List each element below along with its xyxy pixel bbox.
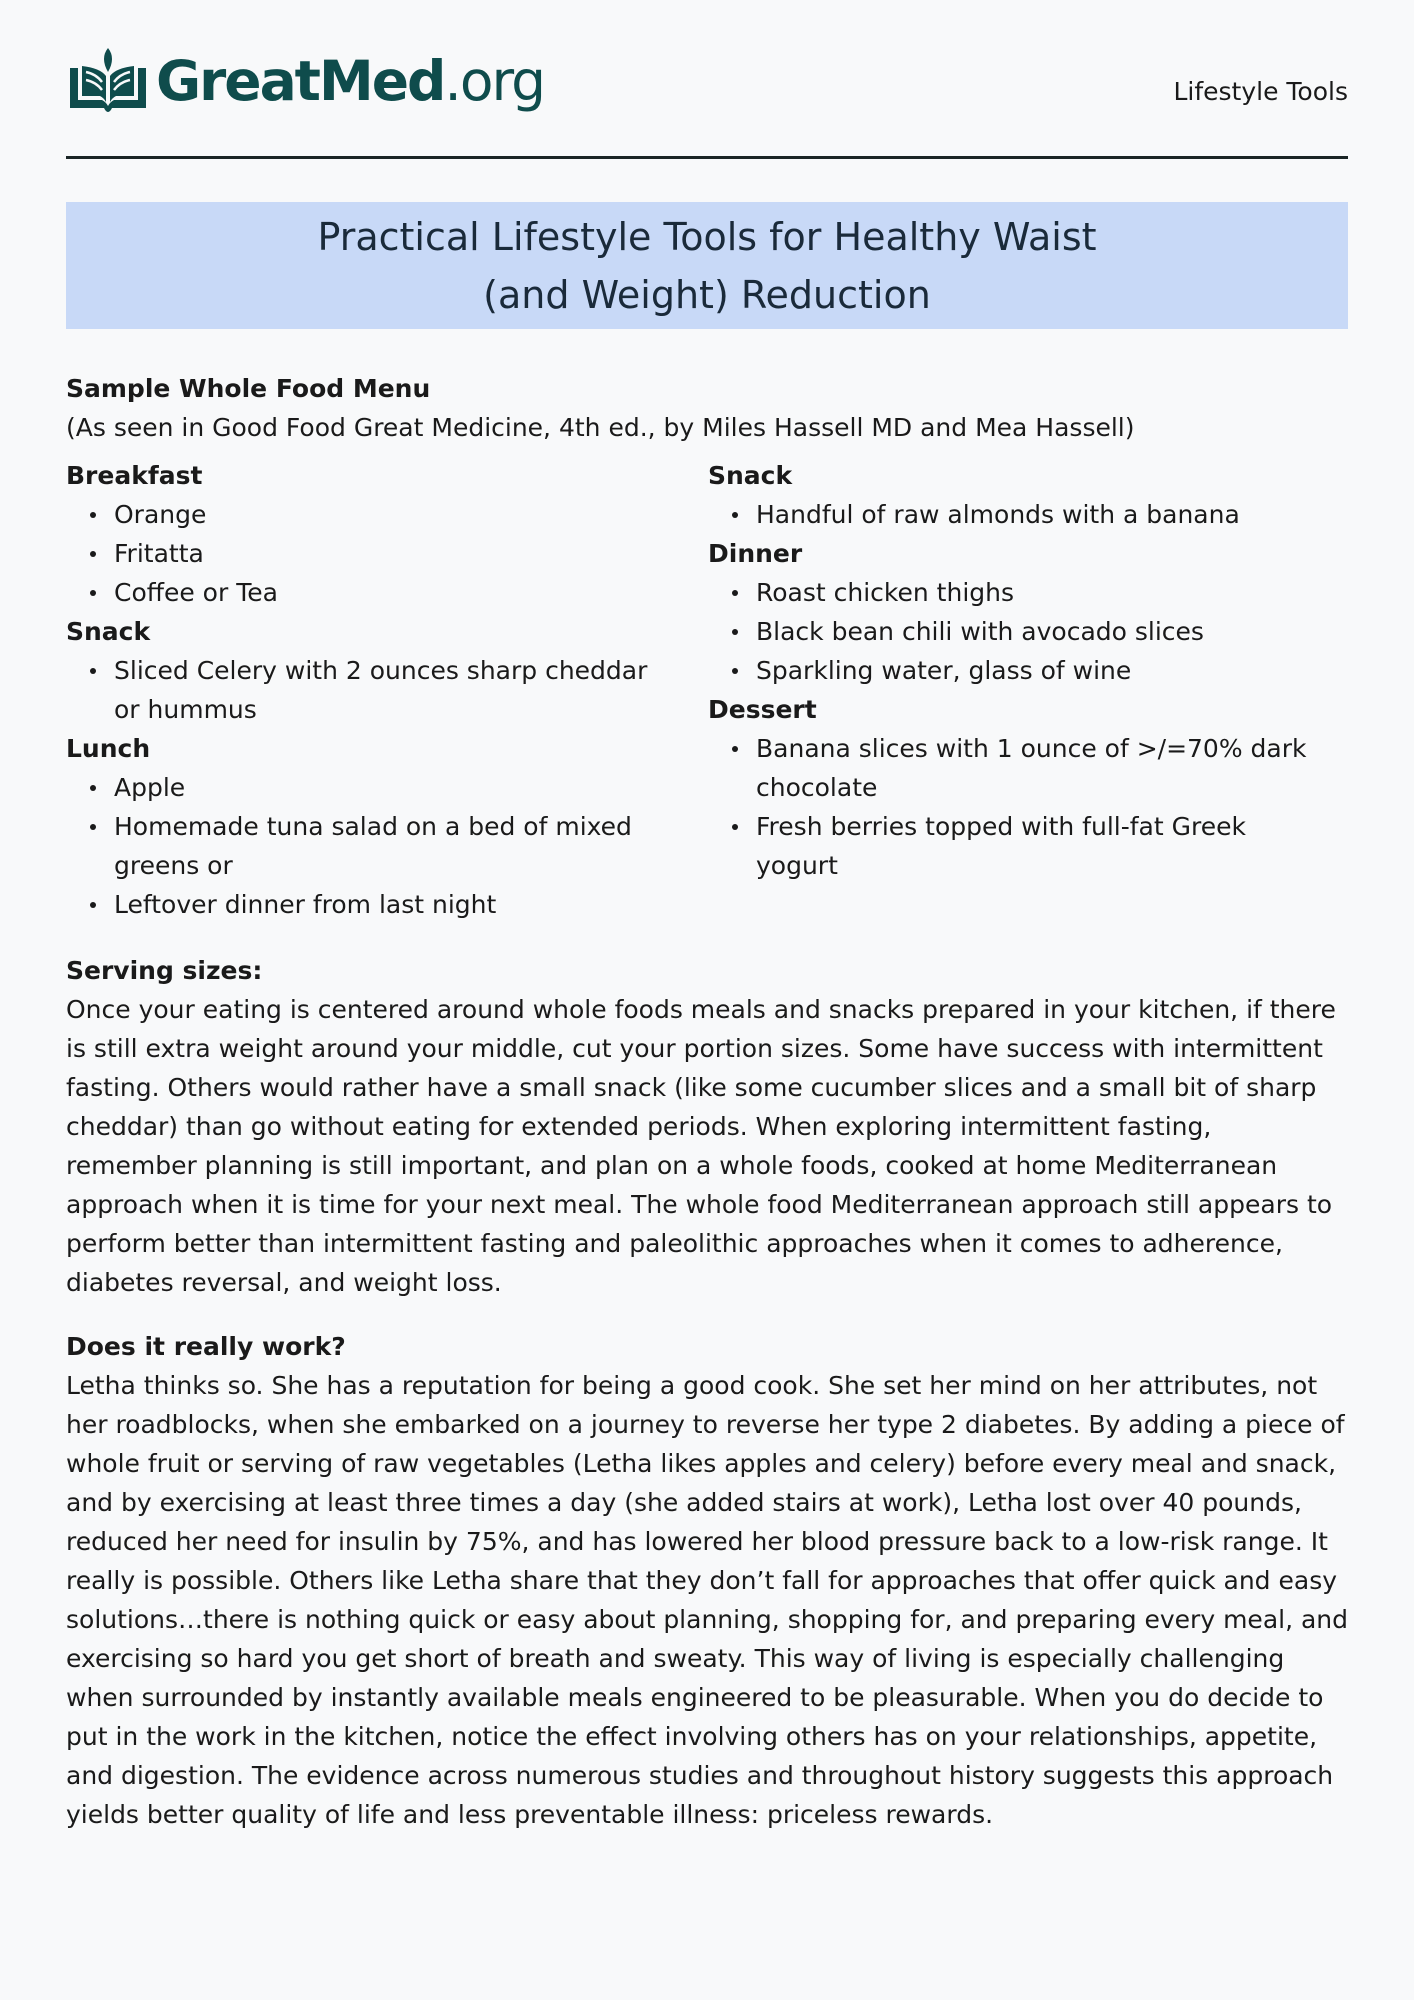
page-title-line-1: Practical Lifestyle Tools for Healthy Waist bbox=[317, 214, 1097, 259]
meal-title: Breakfast bbox=[66, 461, 203, 490]
list-item: Handful of raw almonds with a banana bbox=[756, 495, 1316, 534]
meal-group bbox=[708, 456, 1348, 534]
meal-group bbox=[66, 456, 708, 612]
meal-title: Dinner bbox=[708, 539, 803, 568]
list-item: Roast chicken thighs bbox=[756, 573, 1316, 612]
meal-items bbox=[708, 729, 1348, 885]
header-section-link[interactable]: Lifestyle Tools bbox=[1173, 77, 1348, 106]
meal-title: Lunch bbox=[66, 734, 151, 763]
serving-sizes-section bbox=[66, 951, 1348, 1302]
list-item: Sparkling water, glass of wine bbox=[756, 651, 1316, 690]
list-item: Fritatta bbox=[114, 534, 674, 573]
menu-intro bbox=[66, 369, 1348, 447]
menu-column-left bbox=[66, 456, 708, 924]
meal-group bbox=[66, 612, 708, 729]
menu-columns bbox=[66, 456, 1348, 924]
meal-items bbox=[66, 651, 708, 729]
page-title-line-2: (and Weight) Reduction bbox=[483, 272, 931, 317]
logo-wordmark-tld: .org bbox=[444, 49, 545, 113]
title-banner bbox=[66, 202, 1348, 329]
site-logo[interactable] bbox=[66, 46, 544, 116]
meal-title: Snack bbox=[708, 461, 793, 490]
logo-wordmark-main: GreatMed bbox=[156, 49, 445, 113]
meal-items bbox=[708, 495, 1348, 534]
document-page bbox=[66, 0, 1349, 1829]
menu-source: (As seen in Good Food Great Medicine, 4th ed., by Miles Hassell MD and Mea Hassell) bbox=[66, 413, 1135, 442]
logo-wordmark bbox=[156, 51, 544, 111]
site-header bbox=[66, 0, 1348, 160]
list-item: Sliced Celery with 2 ounces sharp cheddar or hummus bbox=[114, 651, 674, 729]
menu-heading: Sample Whole Food Menu bbox=[66, 374, 431, 403]
list-item: Orange bbox=[114, 495, 674, 534]
list-item: Coffee or Tea bbox=[114, 573, 674, 612]
meal-group bbox=[708, 690, 1348, 885]
serving-sizes-paragraph: Once your eating is centered around whole foods meals and snacks prepared in your kitchen, if there is still extra weight around your middle, cut your portion sizes. Some have success with intermittent fasting. Others would rather have a small snack (like some cucumber slices and a small bit of sharp cheddar) than go without eating for extended periods. When exploring intermittent fasting, remember planning is still important, and plan on a whole foods, cooked at home Mediterranean approach when it is time for your next meal. The whole food Mediterranean approach still appears to perform better than intermittent fasting and paleolithic approaches when it comes to adherence, diabetes reversal, and weight loss. bbox=[66, 995, 1336, 1297]
list-item: Fresh berries topped with full-fat Greek yogurt bbox=[756, 807, 1316, 885]
meal-group bbox=[708, 534, 1348, 690]
meal-items bbox=[66, 495, 708, 612]
list-item: Black bean chili with avocado slices bbox=[756, 612, 1316, 651]
serving-sizes-heading: Serving sizes: bbox=[66, 956, 263, 985]
does-it-work-section bbox=[66, 1327, 1348, 1834]
meal-items bbox=[708, 573, 1348, 690]
list-item: Leftover dinner from last night bbox=[114, 885, 674, 924]
header-divider bbox=[66, 156, 1348, 159]
does-it-work-heading: Does it really work? bbox=[66, 1332, 346, 1361]
list-item: Banana slices with 1 ounce of >/=70% dark chocolate bbox=[756, 729, 1316, 807]
menu-column-right bbox=[708, 456, 1348, 924]
list-item: Homemade tuna salad on a bed of mixed greens or bbox=[114, 807, 674, 885]
meal-title: Dessert bbox=[708, 695, 817, 724]
meal-group bbox=[66, 729, 708, 924]
open-book-leaf-icon bbox=[66, 46, 150, 116]
does-it-work-paragraph: Letha thinks so. She has a reputation for being a good cook. She set her mind on her attributes, not her roadblocks, when she embarked on a journey to reverse her type 2 diabetes. By adding a piece of whole fruit or serving of raw vegetables (Letha likes apples and celery) before every meal and snack, and by exercising at least three times a day (she added stairs at work), Letha lost over 40 pounds, reduced her need for insulin by 75%, and has lowered her blood pressure back to a low-risk range. It really is possible. Others like Letha share that they don’t fall for approaches that offer quick and easy solutions…there is nothing quick or easy about planning, shopping for, and preparing every meal, and exercising so hard you get short of breath and sweaty. This way of living is especially challenging when surrounded by instantly available meals engineered to be pleasurable. When you do decide to put in the work in the kitchen, notice the effect involving others has on your relationships, appetite, and digestion. The evidence across numerous studies and throughout history suggests this approach yields better quality of life and less preventable illness: priceless rewards. bbox=[66, 1371, 1349, 1829]
meal-title: Snack bbox=[66, 617, 151, 646]
meal-items bbox=[66, 768, 708, 924]
list-item: Apple bbox=[114, 768, 674, 807]
